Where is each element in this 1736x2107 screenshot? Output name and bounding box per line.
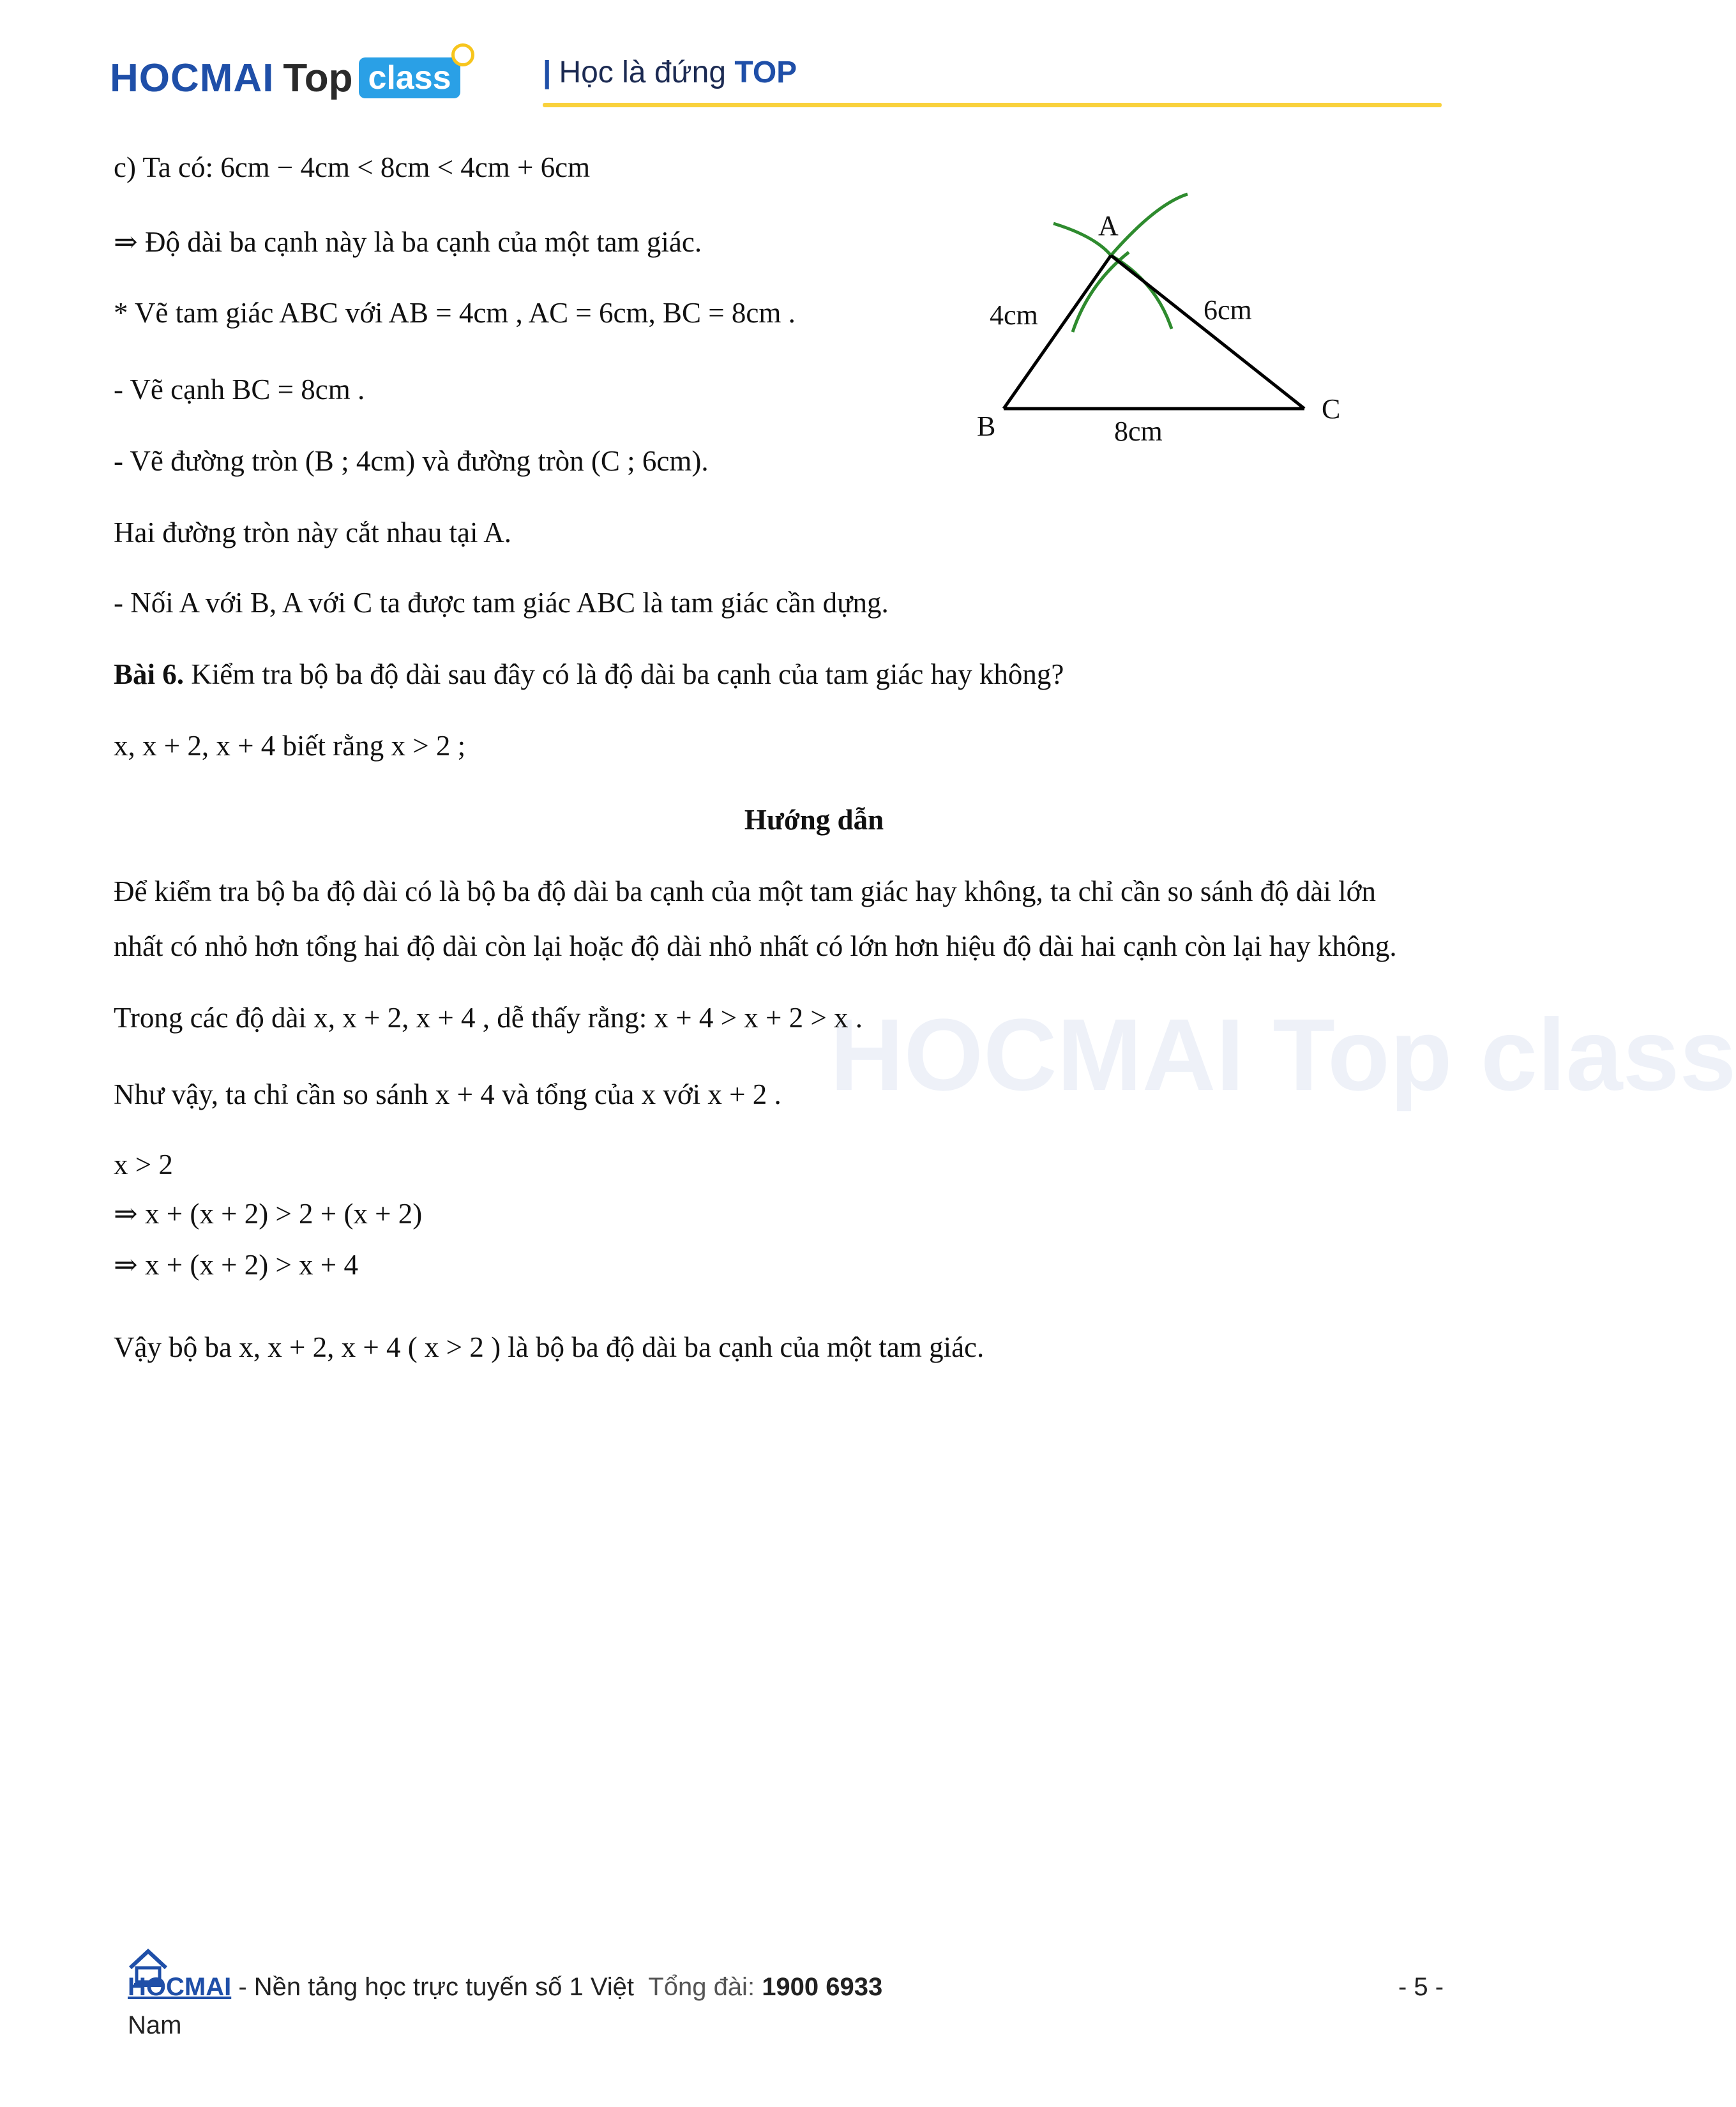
- page-number: - 5 -: [1398, 1973, 1444, 2001]
- footer-text-line2: Nam: [128, 2011, 182, 2039]
- footer-brand-link[interactable]: HOCMAI: [128, 1973, 232, 2001]
- vertex-b-label: B: [977, 411, 996, 442]
- header-divider: [543, 103, 1442, 107]
- footer-hotline-label: Tổng đài:: [648, 1973, 755, 2001]
- line-intersect: Hai đường tròn này cắt nhau tại A.: [114, 517, 512, 548]
- section-heading: Hướng dẫn: [744, 804, 884, 836]
- side-ab-label: 4cm: [990, 299, 1038, 331]
- logo-top-text: Top: [283, 56, 353, 100]
- sun-icon: [451, 43, 474, 66]
- side-ab: [1004, 255, 1111, 409]
- guide-paragraph-3: Như vậy, ta chỉ cần so sánh x + 4 và tổng của x với x + 2 .: [114, 1078, 781, 1110]
- logo-hocmai-text: HOCMAI: [110, 56, 275, 100]
- tagline-separator: |: [543, 56, 552, 89]
- side-bc-label: 8cm: [1114, 416, 1163, 447]
- math-line-3: ⇒ x + (x + 2) > x + 4: [114, 1249, 358, 1281]
- side-ac: [1111, 255, 1304, 409]
- exercise-6-values: x, x + 2, x + 4 biết rằng x > 2 ;: [114, 730, 466, 762]
- guide-paragraph-1b: nhất có nhỏ hơn tổng hai độ dài còn lại hoặc độ dài nhỏ nhất có lớn hơn hiệu độ dài hai cạnh còn lại hay không.: [114, 930, 1397, 962]
- exercise-6: [114, 658, 1064, 691]
- side-ac-label: 6cm: [1204, 294, 1252, 326]
- footer-description: - Nền tảng học trực tuyến số 1 Việt: [231, 1973, 635, 2001]
- arc-circle-c: [1111, 255, 1172, 329]
- logo-class-text: class: [368, 59, 451, 96]
- line-c-ta-co: c) Ta có: 6cm − 4cm < 8cm < 4cm + 6cm: [114, 151, 591, 183]
- guide-paragraph-2: Trong các độ dài x, x + 2, x + 4 , dễ thấy rằng: x + 4 > x + 2 > x .: [114, 1002, 863, 1034]
- line-draw-bc: - Vẽ cạnh BC = 8cm .: [114, 374, 365, 405]
- tagline-text: Học là đứng: [559, 56, 727, 89]
- triangle-figure: [958, 185, 1405, 466]
- line-conclusion: ⇒ Độ dài ba cạnh này là ba cạnh của một tam giác.: [114, 226, 702, 258]
- guide-paragraph-1a: Để kiểm tra bộ ba độ dài có là bộ ba độ dài ba cạnh của một tam giác hay không, ta chỉ cần so sánh độ dài lớn: [114, 875, 1376, 907]
- watermark: HOCMAI Top class: [830, 997, 1736, 1112]
- math-line-1: x > 2: [114, 1149, 173, 1181]
- line-draw-circles: - Vẽ đường tròn (B ; 4cm) và đường tròn (C ; 6cm).: [114, 445, 709, 477]
- exercise-6-question: Kiểm tra bộ ba độ dài sau đây có là độ dài ba cạnh của tam giác hay không?: [184, 658, 1064, 690]
- vertex-c-label: C: [1322, 393, 1341, 425]
- footer-text: [128, 1973, 882, 2002]
- footer-hotline: 1900 6933: [762, 1973, 883, 2001]
- vertex-a-label: A: [1098, 210, 1119, 241]
- tagline-top: TOP: [734, 56, 797, 89]
- hocmai-topclass-logo: [110, 52, 460, 103]
- line-connect: - Nối A với B, A với C ta được tam giác ABC là tam giác cần dựng.: [114, 587, 889, 619]
- guide-conclusion: Vậy bộ ba x, x + 2, x + 4 ( x > 2 ) là bộ ba độ dài ba cạnh của một tam giác.: [114, 1331, 985, 1363]
- exercise-6-label: Bài 6.: [114, 658, 185, 690]
- logo-class-badge: [359, 57, 460, 98]
- arc-top-intersection: [1053, 194, 1188, 255]
- math-line-2: ⇒ x + (x + 2) > 2 + (x + 2): [114, 1198, 423, 1230]
- line-draw-triangle: * Vẽ tam giác ABC với AB = 4cm , AC = 6cm, BC = 8cm .: [114, 297, 796, 329]
- header-tagline: [543, 55, 797, 90]
